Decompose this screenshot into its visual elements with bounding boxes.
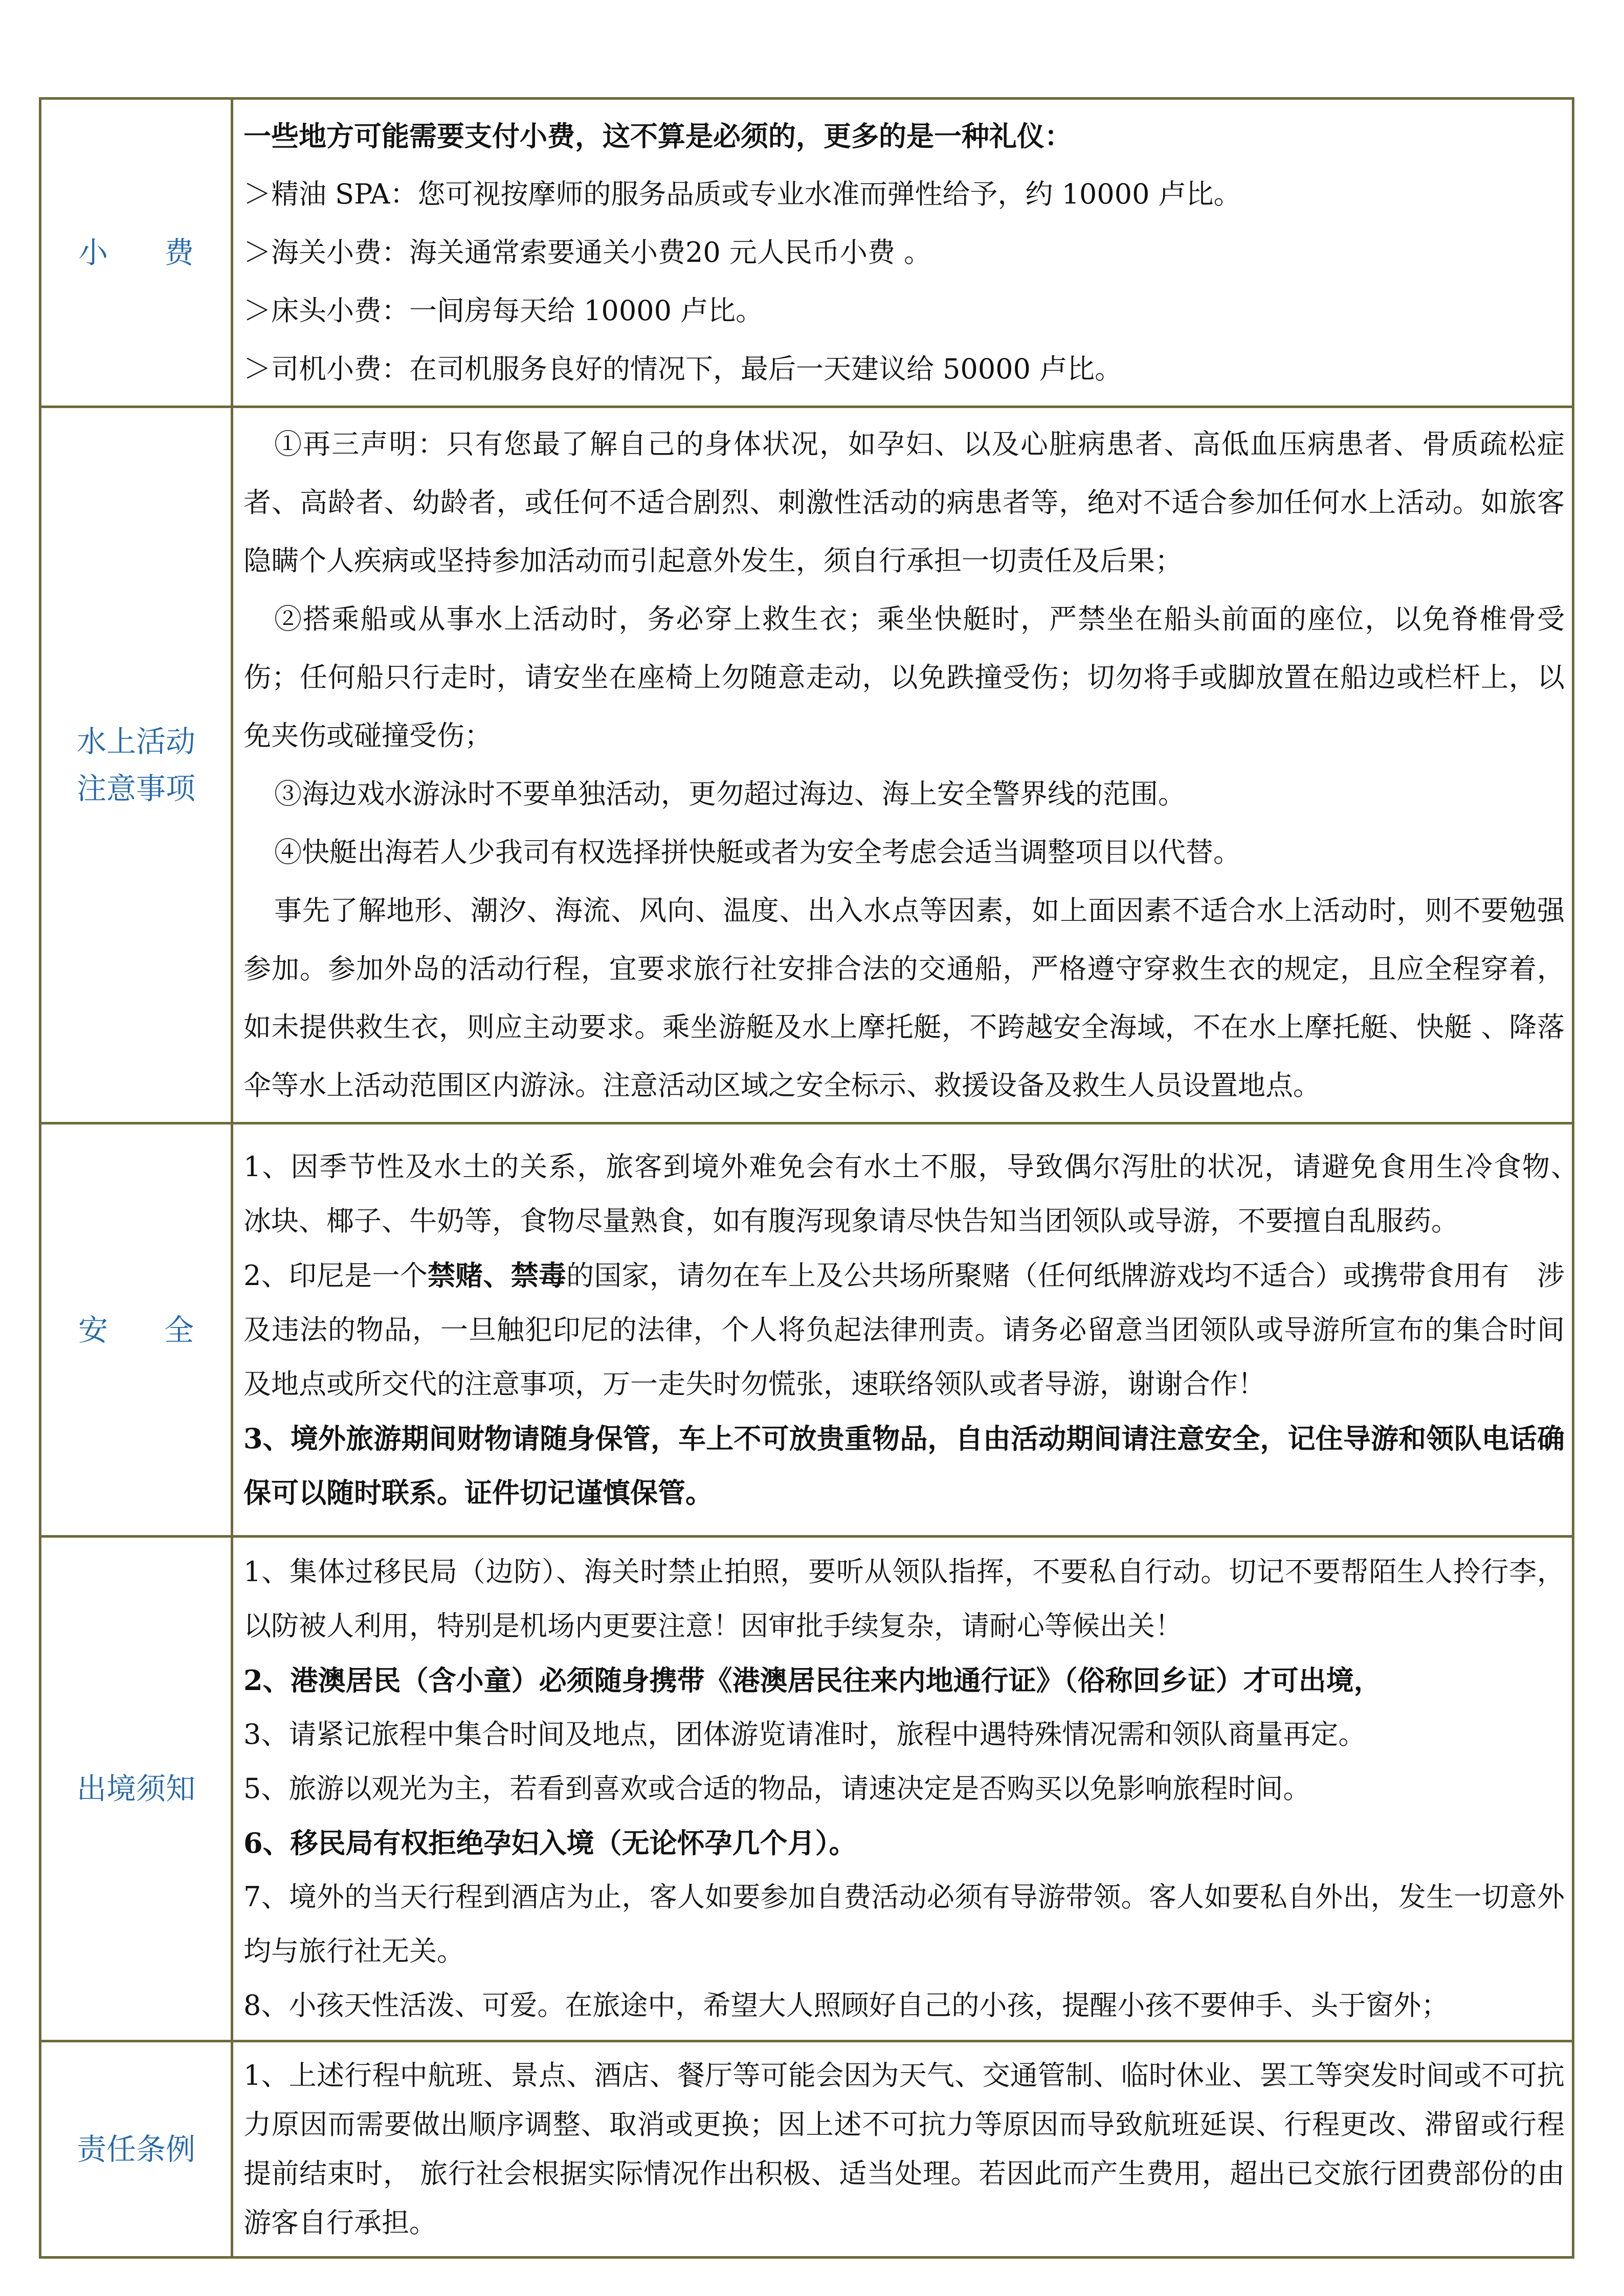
label-water-line2: 注意事项: [76, 771, 195, 806]
safety-item-1: 1、因季节性及水土的关系，旅客到境外难免会有水土不服，导致偶尔泻肚的状况，请避免食用生冷食物、 冰块、椰子、牛奶等，食物尽量熟食，如有腹泻现象请尽快告知当团领队或导游，不要擅自乱服药。: [243, 1151, 1592, 1237]
row-tip: [40, 99, 1573, 407]
label-water-line1: 水上活动: [76, 724, 195, 759]
safety-item-3: 3、境外旅游期间财物请随身保管，车上不可放贵重物品，自由活动期间请注意安全，记住导游和领队电话确保可以随时联系。证件切记谨慎保管。: [243, 1422, 1565, 1509]
exit-item-5: 5、旅游以观光为主，若看到喜欢或合适的物品，请速决定是否购买以免影响旅程时间。: [243, 1772, 1311, 1805]
water-para-5: 事先了解地形、潮汐、海流、风向、温度、出入水点等因素，如上面因素不适合水上活动时，则不要勉强参加。参加外岛的活动行程，宜要求旅行社安排合法的交通船，严格遵守穿救生衣的规定，且应全程穿着，如未提供救生衣，则应主动要求。乘坐游艇及水上摩托艇，不跨越安全海域，不在水上摩托艇、快艇 、降落伞等水上活动范围区内游泳。注意活动区域之安全标示、救援设备及救生人员设置地点。: [243, 894, 1565, 1101]
tip-driver: ＞司机小费：在司机服务良好的情况下，最后一天建议给 50000 卢比。: [243, 353, 1123, 385]
exit-item-7: 7、境外的当天行程到酒店为止，客人如要参加自费活动必须有导游带领。客人如要私自外出，发生一切意外均与旅行社无关。: [243, 1881, 1565, 1967]
safety-item-2-before: 2、印尼是一个: [243, 1259, 428, 1292]
safety-item-2-after: 的国家，请勿在车上及公共场所聚赌（任何纸牌游戏均不适合）或携带食用有 涉及违法的物品，一旦触犯印尼的法律，个人将负起法律刑责。请务必留意当团领队或导游所宣布的集合时间及地点或所交代的注意事项，万一走失时勿慌张，速联络领队或者导游，谢谢合作！: [243, 1259, 1565, 1400]
label-exit-text: 出境须知: [76, 1771, 195, 1806]
content-exit-notice: [232, 1537, 1573, 2041]
water-para-3: ③海边戏水游泳时不要单独活动，更勿超过海边、海上安全警界线的范围。: [274, 778, 1186, 810]
exit-item-8: 8、小孩天性活泼、可爱。在旅途中，希望大人照顾好自己的小孩，提醒小孩不要伸手、头于窗外；: [243, 1989, 1449, 2021]
label-exit-notice: [40, 1537, 232, 2041]
content-tip: [232, 99, 1573, 407]
label-tip: [40, 99, 250, 407]
row-water-activities: [40, 407, 1573, 1123]
label-water-activities: [40, 407, 232, 1123]
label-safety-text: 安全: [78, 1312, 250, 1347]
row-safety: [40, 1123, 1573, 1537]
content-water-activities: [232, 407, 1573, 1123]
content-liability: [232, 2041, 1573, 2258]
content-safety: [232, 1123, 1592, 1537]
exit-item-2: 2、港澳居民（含小童）必须随身携带《港澳居民往来内地通行证》（俗称回乡证）才可出境，: [243, 1664, 1382, 1697]
water-para-4: ④快艇出海若人少我司有权选择拼快艇或者为安全考虑会适当调整项目以代替。: [274, 836, 1241, 868]
tip-intro: 一些地方可能需要支付小费，这不算是必须的，更多的是一种礼仪：: [243, 120, 1072, 152]
exit-item-3: 3、请紧记旅程中集合时间及地点，团体游览请准时，旅程中遇特殊情况需和领队商量再定。: [243, 1718, 1366, 1750]
tip-spa: ＞精油 SPA：您可视按摩师的服务品质或专业水准而弹性给予，约 10000 卢比。: [243, 178, 1241, 210]
safety-item-2-bold: 禁赌、禁毒: [427, 1259, 567, 1292]
exit-item-1: 1、集体过移民局（边防）、海关时禁止拍照，要听从领队指挥，不要私自行动。切记不要帮陌生人拎行李，以防被人利用，特别是机场内更要注意！因审批手续复杂，请耐心等候出关！: [243, 1556, 1565, 1642]
label-liability-text: 责任条例: [76, 2132, 195, 2167]
row-exit-notice: [40, 1537, 1573, 2041]
liability-item-1: 1、上述行程中航班、景点、酒店、餐厅等可能会因为天气、交通管制、临时休业、罢工等突发时间或不可抗力原因而需要做出顺序调整、取消或更换；因上述不可抗力等原因而导致航班延误、行程更改、滞留或行程提前结束时， 旅行社会根据实际情况作出积极、适当处理。若因此而产生费用，超出已交旅行团费部份的由游客自行承担。: [243, 2059, 1565, 2239]
tip-customs: ＞海关小费：海关通常索要通关小费20 元人民币小费 。: [243, 236, 932, 268]
label-liability: [40, 2041, 232, 2258]
row-liability: [40, 2041, 1573, 2258]
tip-bedside: ＞床头小费：一间房每天给 10000 卢比。: [243, 295, 764, 327]
water-para-1: ①再三声明：只有您最了解自己的身体状况，如孕妇、以及心脏病患者、高低血压病患者、骨质疏松症者、高龄者、幼龄者，或任何不适合剧烈、刺激性活动的病患者等，绝对不适合参加任何水上活动。如旅客隐瞒个人疾病或坚持参加活动而引起意外发生，须自行承担一切责任及后果；: [243, 428, 1565, 577]
safety-item-2: [243, 1248, 1565, 1411]
water-para-2: ②搭乘船或从事水上活动时，务必穿上救生衣；乘坐快艇时，严禁坐在船头前面的座位，以免脊椎骨受伤；任何船只行走时，请安坐在座椅上勿随意走动，以免跌撞受伤；切勿将手或脚放置在船边或栏杆上，以免夹伤或碰撞受伤；: [243, 603, 1565, 752]
info-table: [39, 97, 1592, 2259]
label-tip-text: 小费: [78, 235, 250, 270]
exit-item-6: 6、移民局有权拒绝孕妇入境（无论怀孕几个月）。: [243, 1827, 857, 1859]
label-safety: [40, 1123, 250, 1537]
